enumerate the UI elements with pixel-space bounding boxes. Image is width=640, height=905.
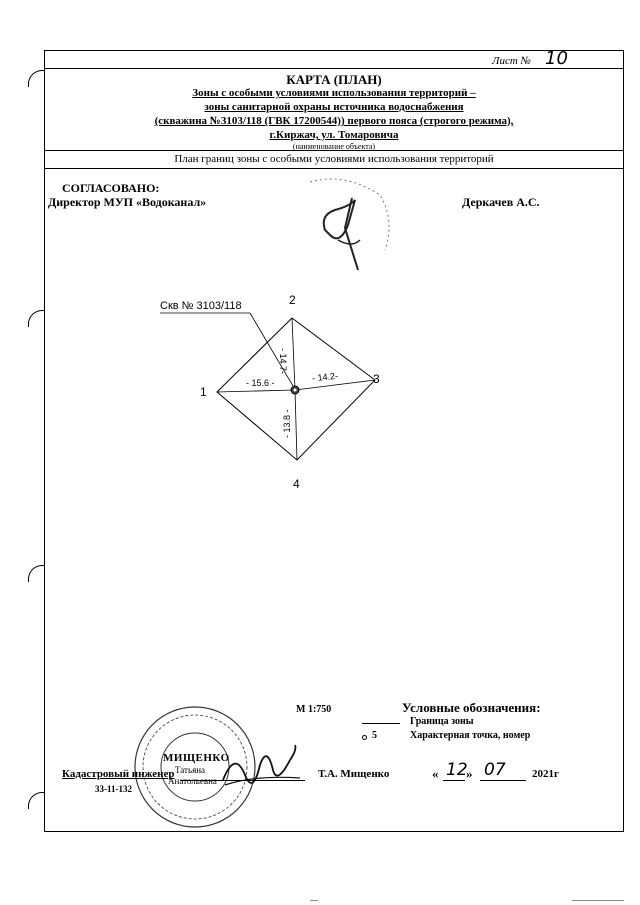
engineer-code: 33-11-132 <box>95 784 132 794</box>
distance-4-label: - 13.8 - <box>282 409 292 438</box>
date-quote-close: » <box>466 766 473 781</box>
legend-point-symbol <box>362 735 367 740</box>
legend-point-number: 5 <box>372 730 377 741</box>
distance-2-label: - 14.7- <box>278 348 288 375</box>
seal-first-name: Татьяна <box>175 765 206 775</box>
object-caption: (наименование объекта) <box>292 142 376 151</box>
sheet-number: 10 <box>545 48 568 69</box>
title-line-1: Зоны с особыми условиями использования территорий – <box>192 87 476 99</box>
legend-title: Условные обозначения: <box>402 700 541 715</box>
distance-3-label: - 14.2- <box>311 370 339 384</box>
scan-mark <box>310 900 318 901</box>
agreed-label: СОГЛАСОВАНО: <box>62 181 160 195</box>
document-title: КАРТА (ПЛАН) <box>286 72 382 87</box>
map-scale: М 1:750 <box>296 704 332 715</box>
scan-mark <box>572 900 624 901</box>
point-4-label: 4 <box>293 477 300 491</box>
sheet-label: Лист № <box>492 55 531 67</box>
title-line-4: г.Киржач, ул. Томаровича <box>269 129 399 141</box>
distance-line <box>295 390 297 460</box>
seal-patronymic: Анатольевна <box>168 776 217 786</box>
date-month: 07 <box>484 760 506 780</box>
seal-surname: МИЩЕНКО <box>163 752 230 764</box>
well-label: Скв № 3103/118 <box>160 300 242 312</box>
distance-line <box>292 318 295 390</box>
date-year: 2021г <box>532 768 559 780</box>
date-quote-open: « <box>432 766 439 781</box>
point-2-label: 2 <box>289 293 296 307</box>
well-marker-center <box>294 389 297 392</box>
legend-boundary-line <box>362 723 400 724</box>
legend-boundary-text: Граница зоны <box>410 716 474 727</box>
signature-line <box>180 780 305 781</box>
distance-line <box>295 380 375 390</box>
distance-line <box>217 390 295 392</box>
date-day: 12 <box>446 760 468 780</box>
plan-title: План границ зоны с особыми условиями использования территорий <box>174 153 494 165</box>
point-1-label: 1 <box>200 385 207 399</box>
engineer-title: Кадастровый инженер <box>62 768 175 780</box>
point-3-label: 3 <box>373 372 380 386</box>
legend-point-text: Характерная точка, номер <box>410 730 531 741</box>
engineer-signature <box>215 740 305 800</box>
date-day-underline <box>443 780 465 781</box>
title-line-2: зоны санитарной охраны источника водоснабжения <box>204 101 464 113</box>
director-position: Директор МУП «Водоканал» <box>48 195 207 209</box>
title-line-3: (скважина №3103/118 (ГВК 17200544)) первого пояса (строгого режима), <box>154 115 514 127</box>
distance-1-2-label: - 15.6 - <box>246 378 275 388</box>
date-month-underline <box>480 780 526 781</box>
engineer-name: Т.А. Мищенко <box>318 768 390 780</box>
director-name: Деркачев А.С. <box>462 195 540 209</box>
